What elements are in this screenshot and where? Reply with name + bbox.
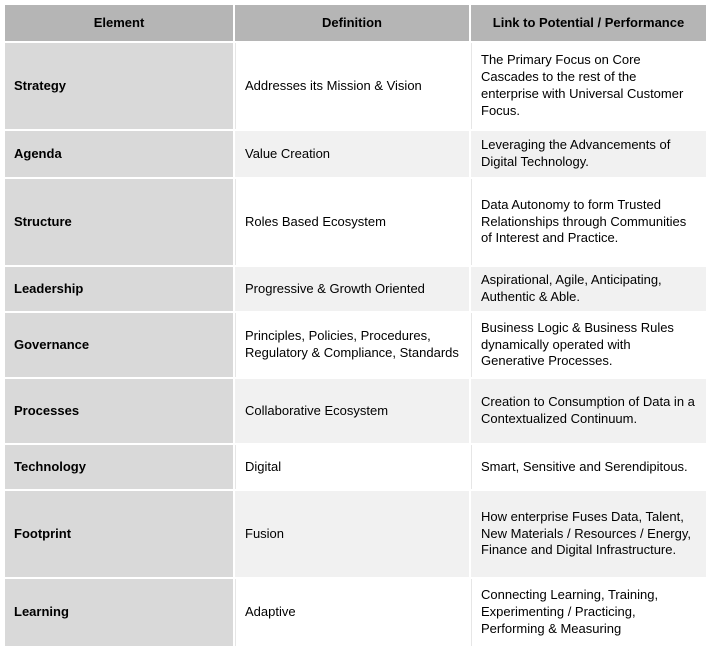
definition-cell: Digital xyxy=(234,444,470,490)
table-row-agenda xyxy=(4,130,707,178)
link-cell: Aspirational, Agile, Anticipating, Authentic & Able. xyxy=(470,266,707,312)
definition-cell: Roles Based Ecosystem xyxy=(234,178,470,266)
element-cell: Structure xyxy=(4,178,234,266)
element-cell: Governance xyxy=(4,312,234,378)
definition-cell: Progressive & Growth Oriented xyxy=(234,266,470,312)
definition-cell: Value Creation xyxy=(234,130,470,178)
table-row-technology xyxy=(4,444,707,490)
table-row-governance xyxy=(4,312,707,378)
header-cell-element: Element xyxy=(4,4,234,42)
link-cell: How enterprise Fuses Data, Talent, New Materials / Resources / Energy, Finance and Digital Infrastructure. xyxy=(470,490,707,578)
table-row-footprint xyxy=(4,490,707,578)
link-cell: Data Autonomy to form Trusted Relationships through Communities of Interest and Practice. xyxy=(470,178,707,266)
table-row-structure xyxy=(4,178,707,266)
header-cell-link: Link to Potential / Performance xyxy=(470,4,707,42)
definition-cell: Fusion xyxy=(234,490,470,578)
table-row-strategy xyxy=(4,42,707,130)
link-cell: The Primary Focus on Core Cascades to the rest of the enterprise with Universal Customer Focus. xyxy=(470,42,707,130)
table-row-learning xyxy=(4,578,707,647)
element-cell: Technology xyxy=(4,444,234,490)
definition-cell: Adaptive xyxy=(234,578,470,647)
link-cell: Leveraging the Advancements of Digital Technology. xyxy=(470,130,707,178)
table-header-row xyxy=(4,4,707,42)
element-cell: Agenda xyxy=(4,130,234,178)
element-cell: Learning xyxy=(4,578,234,647)
definition-cell: Addresses its Mission & Vision xyxy=(234,42,470,130)
link-cell: Business Logic & Business Rules dynamically operated with Generative Processes. xyxy=(470,312,707,378)
table-row-processes xyxy=(4,378,707,444)
definition-cell: Collaborative Ecosystem xyxy=(234,378,470,444)
element-cell: Strategy xyxy=(4,42,234,130)
definition-cell: Principles, Policies, Procedures, Regulatory & Compliance, Standards xyxy=(234,312,470,378)
elements-definition-table xyxy=(3,3,708,648)
link-cell: Creation to Consumption of Data in a Contextualized Continuum. xyxy=(470,378,707,444)
link-cell: Smart, Sensitive and Serendipitous. xyxy=(470,444,707,490)
header-cell-definition: Definition xyxy=(234,4,470,42)
element-cell: Footprint xyxy=(4,490,234,578)
element-cell: Leadership xyxy=(4,266,234,312)
link-cell: Connecting Learning, Training, Experimenting / Practicing, Performing & Measuring xyxy=(470,578,707,647)
element-cell: Processes xyxy=(4,378,234,444)
table-row-leadership xyxy=(4,266,707,312)
